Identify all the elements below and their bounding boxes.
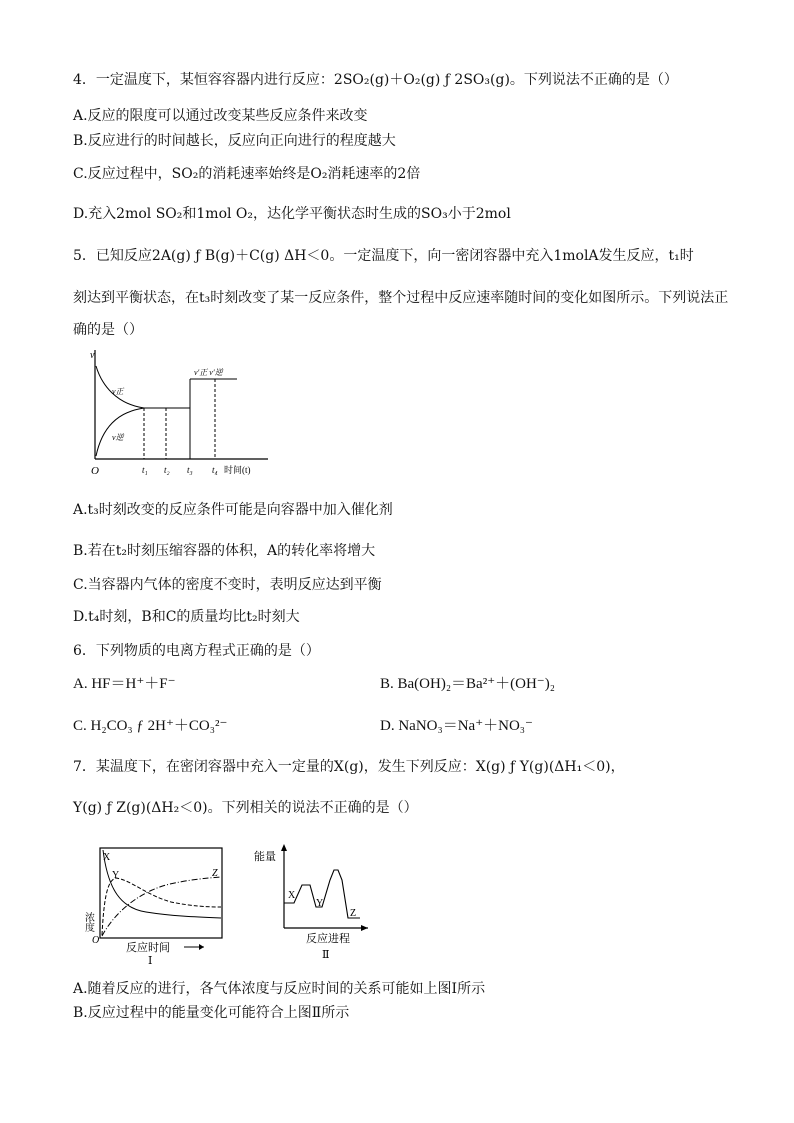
q6-option-b: B. Ba(OH)₂＝Ba²⁺＋(OH⁻)₂ — [380, 676, 555, 692]
q7-fig2-point-z: Z — [350, 908, 357, 919]
q7-fig1-series-z: Z — [212, 868, 218, 879]
q7-fig2-caption: Ⅱ — [322, 949, 330, 961]
q6-option-c: C. H₂CO₃ ƒ 2H⁺＋CO₃²⁻ — [73, 718, 228, 734]
q5-stem-line3: 确的是（） — [73, 322, 143, 338]
q5-stem-line2: 刻达到平衡状态，在t₃时刻改变了某一反应条件，整个过程中反应速率随时间的变化如图所示。下列说法正 — [73, 290, 729, 306]
q6-stem: 6．下列物质的电离方程式正确的是（） — [73, 643, 320, 659]
q7-fig1-series-y: Y — [112, 870, 120, 881]
q5-tick-t2: t₂ — [164, 465, 170, 475]
q5-option-b: B.若在t₂时刻压缩容器的体积，A的转化率将增大 — [73, 543, 376, 559]
q4-option-c: C.反应过程中，SO₂的消耗速率始终是O₂消耗速率的2倍 — [73, 166, 421, 182]
q7-figure-2 — [250, 840, 370, 965]
q7-stem-line2: Y(g) ƒ Z(g)(ΔH₂＜0)。下列相关的说法不正确的是（） — [73, 800, 418, 816]
q7-option-a: A.随着反应的进行，各气体浓度与反应时间的关系可能如上图Ⅰ所示 — [73, 981, 486, 997]
q7-fig1-caption: Ⅰ — [148, 955, 153, 967]
q5-option-d: D.t₄时刻，B和C的质量均比t₂时刻大 — [73, 609, 300, 625]
q7-fig1-series-x: X — [103, 852, 111, 863]
q5-y-axis-label: v — [90, 350, 95, 361]
q5-tick-t4: t₄ — [212, 465, 218, 475]
q7-figure-1 — [82, 840, 236, 967]
q7-fig1-y-label: 浓度 — [82, 912, 94, 932]
q5-option-a: A.t₃时刻改变的反应条件可能是向容器中加入催化剂 — [73, 502, 393, 518]
q4-stem: 4．一定温度下，某恒容容器内进行反应：2SO₂(g)＋O₂(g) ƒ 2SO₃(g)。下列说法不正确的是（） — [73, 72, 678, 88]
q7-fig2-point-y: Y — [316, 898, 324, 909]
q7-fig2-point-x: X — [288, 890, 296, 901]
q7-stem-line1: 7．某温度下，在密闭容器中充入一定量的X(g)，发生下列反应：X(g) ƒ Y(g)(ΔH₁＜0)， — [73, 759, 625, 775]
q7-fig1-origin: O — [92, 935, 100, 946]
q7-fig2-y-label: 能量 — [254, 851, 276, 863]
q5-after-change-label: v′正 v′逆 — [194, 368, 223, 377]
q7-option-b: B.反应过程中的能量变化可能符合上图Ⅱ所示 — [73, 1005, 350, 1021]
q4-option-b: B.反应进行的时间越长，反应向正向进行的程度越大 — [73, 133, 396, 149]
q5-tick-t3: t₃ — [187, 465, 193, 475]
q5-curve-reverse-label: v逆 — [112, 433, 124, 442]
q5-option-c: C.当容器内气体的密度不变时，表明反应达到平衡 — [73, 577, 382, 593]
q5-stem-line1: 5．已知反应2A(g) ƒ B(g)＋C(g) ΔH＜0。一定温度下，向一密闭容器中充入1molA发生反应，t₁时 — [73, 248, 694, 264]
q7-fig1-x-label: 反应时间 — [126, 942, 170, 954]
q6-option-a: A. HF＝H⁺＋F⁻ — [73, 676, 176, 692]
q5-rate-figure — [72, 346, 272, 481]
q5-curve-forward-label: v正 — [112, 387, 124, 396]
q6-option-d: D. NaNO₃＝Na⁺＋NO₃⁻ — [380, 718, 533, 734]
q5-x-axis-label: 时间(t) — [224, 465, 251, 475]
q4-option-d: D.充入2mol SO₂和1mol O₂，达化学平衡状态时生成的SO₃小于2mol — [73, 206, 511, 222]
q4-option-a: A.反应的限度可以通过改变某些反应条件来改变 — [73, 108, 368, 124]
q5-tick-t1: t₁ — [142, 465, 148, 475]
q7-fig2-x-label: 反应进程 — [306, 933, 350, 945]
q5-origin-label: O — [91, 465, 99, 477]
